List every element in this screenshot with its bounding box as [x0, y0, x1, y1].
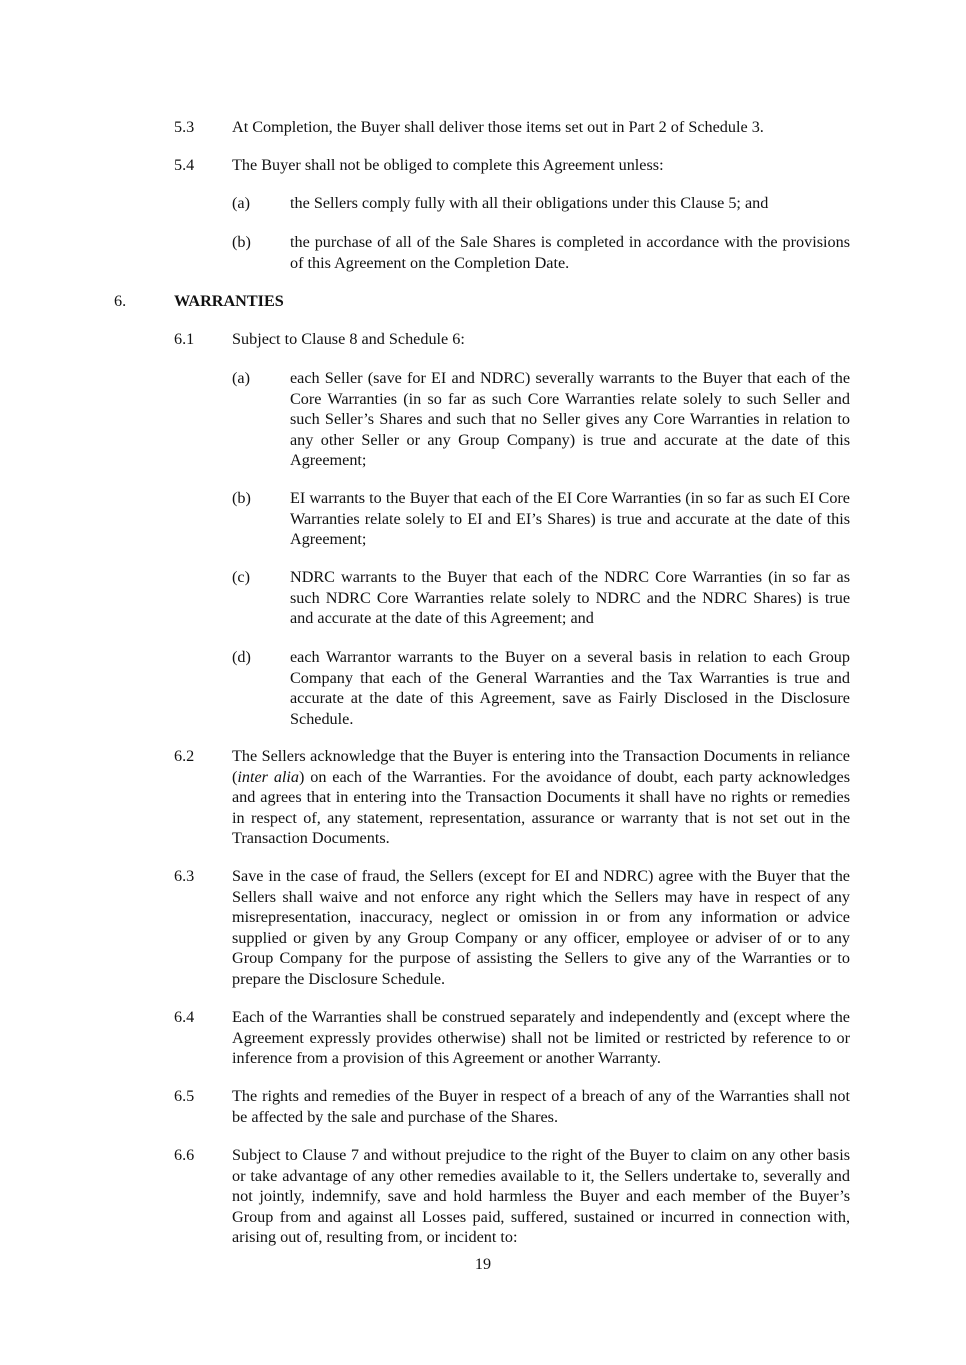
clause-number: 5.4: [174, 156, 195, 174]
clause-text: Subject to Clause 8 and Schedule 6:: [232, 330, 465, 348]
page-number: 19: [474, 1255, 492, 1273]
clause-number: 6.5: [174, 1087, 195, 1105]
subclause-label: (a): [232, 194, 250, 212]
clause-number: 6.2: [174, 747, 195, 765]
subclause-label: (a): [232, 369, 250, 387]
clause-text: The rights and remedies of the Buyer in respect of a breach of any of the Warranties shall not be affected by the sale and purchase of the Shares.: [232, 1087, 850, 1126]
subclause-text: each Seller (save for EI and NDRC) severally warrants to the Buyer that each of the Core Warranties (in so far as such Core Warranties relate solely to such Seller and such Seller’s Shares and such that no Seller gives any Core Warranties in relation to any other Seller or any Group Company) is true and accurate at the date of this Agreement;: [290, 369, 850, 469]
clause-number: 6.4: [174, 1008, 195, 1026]
clause-number: 5.3: [174, 118, 195, 136]
clause-text: Each of the Warranties shall be construed separately and independently and (except where the Agreement expressly provides otherwise) shall not be limited or restricted by reference to or inference from a provision of this Agreement or another Warranty.: [232, 1008, 850, 1067]
subclause-text: NDRC warrants to the Buyer that each of the NDRC Core Warranties (in so far as such NDRC Core Warranties relate solely to NDRC and the NDRC Shares) is true and accurate at the date of this Agreement; and: [290, 568, 850, 627]
clause-number: 6.6: [174, 1146, 195, 1164]
subclause-text: the Sellers comply fully with all their obligations under this Clause 5; and: [290, 194, 769, 212]
clause-number: 6.3: [174, 867, 195, 885]
section-number: 6.: [114, 292, 127, 310]
clause-number: 6.1: [174, 330, 195, 348]
section-title: WARRANTIES: [174, 292, 284, 310]
clause-text: The Buyer shall not be obliged to complete this Agreement unless:: [232, 156, 664, 174]
clause-text: Subject to Clause 7 and without prejudice to the right of the Buyer to claim on any other basis or take advantage of any other remedies available to it, the Sellers undertake to, severally and not jointly, indemnify, save and hold harmless the Buyer and each member of the Buyer’s Group from and against all Losses paid, suffered, sustained or incurred in connection with, arising out of, resulting from, or incident to:: [232, 1146, 850, 1246]
clause-text: At Completion, the Buyer shall deliver those items set out in Part 2 of Schedule 3.: [232, 118, 764, 136]
subclause-text: each Warrantor warrants to the Buyer on a several basis in relation to each Group Company that each of the General Warranties and the Tax Warranties is true and accurate at the date of this Agreement, save as Fairly Disclosed in the Disclosure Schedule.: [290, 648, 850, 728]
subclause-label: (c): [232, 568, 250, 586]
clause-text-italic: inter alia: [237, 767, 300, 786]
subclause-label: (b): [232, 233, 251, 251]
subclause-label: (b): [232, 489, 251, 507]
clause-text: [232, 746, 850, 849]
subclause-label: (d): [232, 648, 251, 666]
subclause-text: EI warrants to the Buyer that each of the EI Core Warranties (in so far as such EI Core Warranties relate solely to EI and EI’s Shares) is true and accurate at the date of this Agreement;: [290, 489, 850, 548]
clause-text: Save in the case of fraud, the Sellers (except for EI and NDRC) agree with the Buyer that the Sellers shall waive and not enforce any right which the Sellers may have in respect of any misrepresentation, inaccuracy, neglect or omission in or from any information or advice supplied or given by any Group Company or any officer, employee or adviser of or to any Group Company for the purpose of assisting the Sellers to give any of the Warranties or to prepare the Disclosure Schedule.: [232, 867, 850, 988]
subclause-text: the purchase of all of the Sale Shares is completed in accordance with the provisions of this Agreement on the Completion Date.: [290, 233, 850, 272]
clause-text-part: ) on each of the Warranties. For the avoidance of doubt, each party acknowledges and agrees that in entering into the Transaction Documents it shall have no rights or remedies in respect of, any statement, representation, assurance or warranty that is not set out in the Transaction Documents.: [232, 767, 850, 847]
clause-text-part: The Sellers acknowledge that the Buyer is entering into the Transaction Documents in reliance (: [232, 747, 850, 786]
